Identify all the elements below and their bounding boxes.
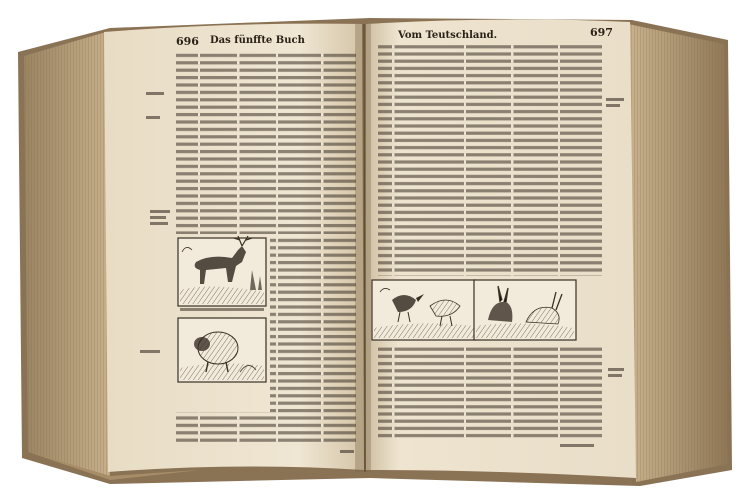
woodcut-birds (372, 280, 476, 340)
woodcut-deer (178, 236, 266, 306)
right-text-block-top (378, 44, 602, 276)
woodcut-hares (474, 280, 576, 340)
right-page-number: 697 (590, 26, 613, 39)
deer-caption (180, 308, 264, 311)
left-text-block-top (176, 52, 356, 202)
left-text-beside-deer (270, 236, 356, 340)
woodcut-sheep (178, 318, 266, 382)
left-page-number: 696 (176, 35, 199, 48)
left-catchword (340, 450, 354, 453)
left-text-beside-sheep (270, 340, 356, 412)
right-running-head: Vom Teutschland. (398, 30, 498, 41)
right-text-block-bottom (378, 344, 602, 440)
gutter-shadow (355, 24, 371, 472)
left-text-block-middle (176, 202, 356, 234)
left-running-head: Das fünffte Buch (210, 35, 305, 46)
left-text-block-bottom (176, 412, 356, 446)
right-signature-mark (560, 444, 594, 447)
